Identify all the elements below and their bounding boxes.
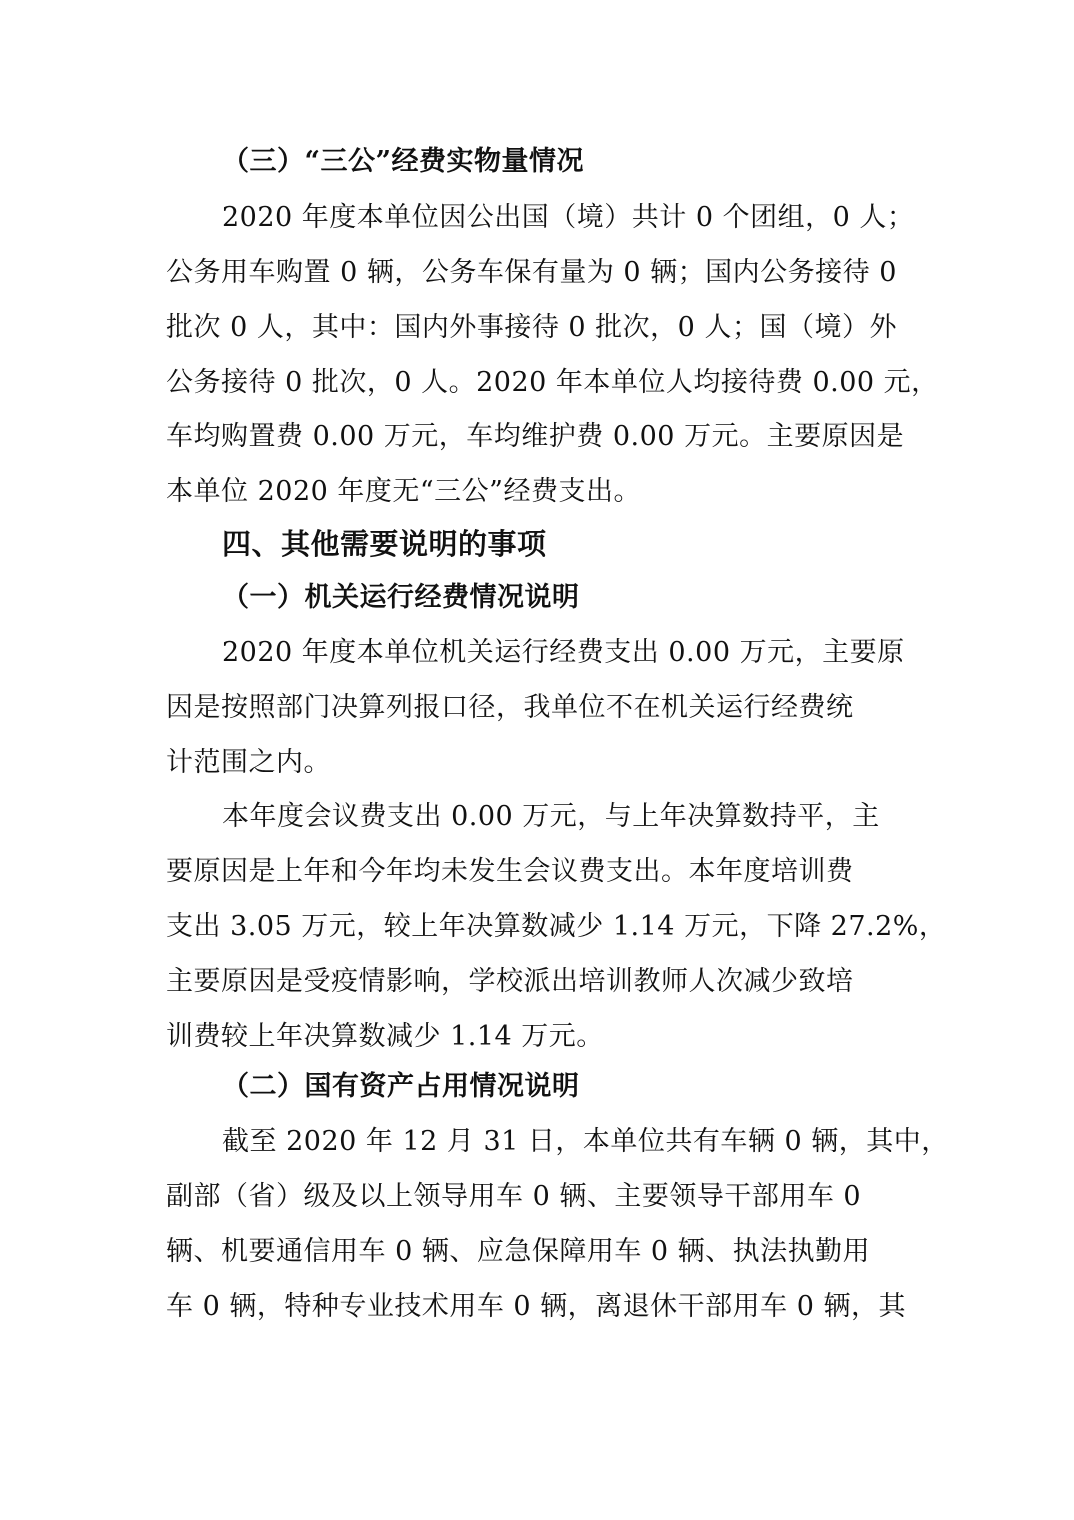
paragraph-line: 主要原因是受疫情影响，学校派出培训教师人次减少致培 [166,966,854,997]
paragraph-line: 批次 0 人，其中：国内外事接待 0 批次，0 人；国（境）外 [166,312,897,343]
paragraph-line: 2020 年度本单位因公出国（境）共计 0 个团组，0 人； [222,202,915,233]
subheading-three-public-quantity: （三）“三公”经费实物量情况 [222,146,585,177]
paragraph-line: 车均购置费 0.00 万元，车均维护费 0.00 万元。主要原因是 [166,421,905,452]
paragraph-line: 辆、机要通信用车 0 辆、应急保障用车 0 辆、执法执勤用 [166,1236,871,1267]
paragraph-line: 训费较上年决算数减少 1.14 万元。 [166,1021,604,1052]
paragraph-line: 因是按照部门决算列报口径，我单位不在机关运行经费统 [166,692,854,723]
paragraph-line: 支出 3.05 万元，较上年决算数减少 1.14 万元，下降 27.2%， [166,911,947,942]
paragraph-line: 计范围之内。 [166,747,331,778]
paragraph-line: 车 0 辆，特种专业技术用车 0 辆，离退休干部用车 0 辆，其 [166,1291,907,1322]
subheading-operating-expenses: （一）机关运行经费情况说明 [222,582,580,613]
subheading-state-assets: （二）国有资产占用情况说明 [222,1071,580,1102]
paragraph-line: 本单位 2020 年度无“三公”经费支出。 [166,476,641,507]
paragraph-line: 2020 年度本单位机关运行经费支出 0.00 万元，主要原 [222,637,905,668]
paragraph-line: 副部（省）级及以上领导用车 0 辆、主要领导干部用车 0 [166,1181,862,1212]
paragraph-line: 要原因是上年和今年均未发生会议费支出。本年度培训费 [166,856,854,887]
paragraph-line: 本年度会议费支出 0.00 万元，与上年决算数持平，主 [222,801,880,832]
paragraph-line: 截至 2020 年 12 月 31 日，本单位共有车辆 0 辆，其中， [222,1126,949,1157]
paragraph-line: 公务用车购置 0 辆，公务车保有量为 0 辆；国内公务接待 0 [166,257,897,288]
section-heading-other-matters: 四、其他需要说明的事项 [222,527,547,561]
paragraph-line: 公务接待 0 批次，0 人。2020 年本单位人均接待费 0.00 元， [166,367,939,398]
